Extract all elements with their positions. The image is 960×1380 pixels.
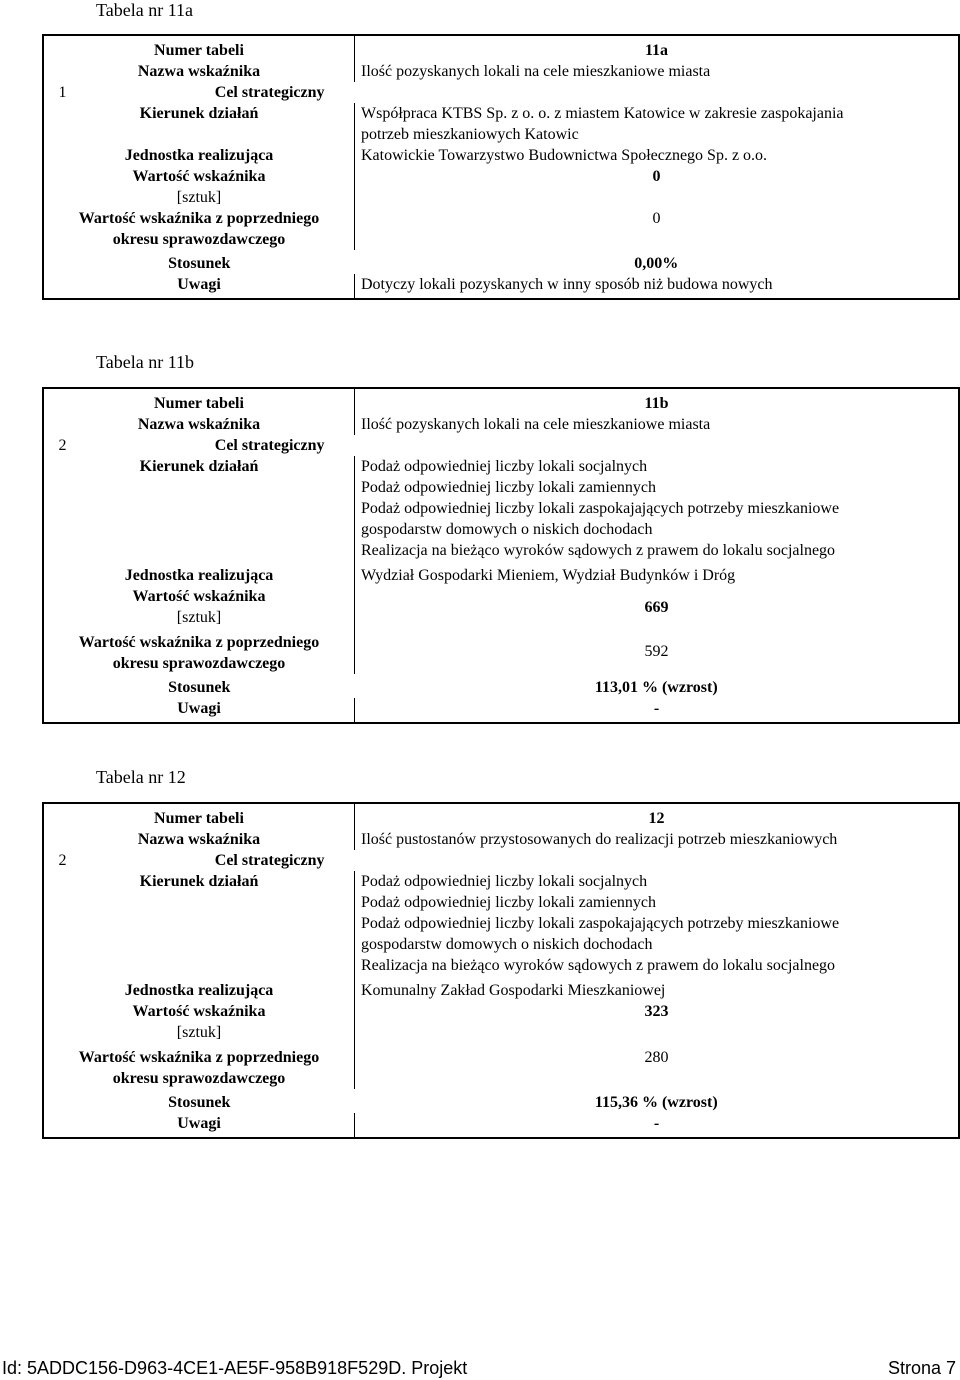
label-stosunek: Stosunek bbox=[168, 255, 231, 272]
value-wartosc-poprzednia: 280 bbox=[355, 1043, 960, 1089]
label-stosunek: Stosunek bbox=[168, 679, 231, 696]
value-wartosc-wskaznika: 669 bbox=[355, 586, 960, 628]
label-nazwa-wskaznika: Nazwa wskaźnika bbox=[137, 831, 261, 848]
value-jednostka-realizujaca: Wydział Gospodarki Mieniem, Wydział Budynków i Dróg bbox=[355, 561, 960, 586]
value-cel-strategiczny: 1 bbox=[58, 84, 67, 101]
page-footer bbox=[0, 1356, 960, 1380]
indicator-table-12 bbox=[42, 802, 960, 1139]
indicator-table-11b bbox=[42, 387, 960, 724]
value-cel-strategiczny: 2 bbox=[58, 852, 67, 869]
label-jednostka-realizujaca: Jednostka realizująca bbox=[124, 982, 274, 999]
label-wartosc-poprzednia: Wartość wskaźnika z poprzedniego okresu sprawozdawczego bbox=[78, 634, 320, 672]
label-kierunek-dzialan: Kierunek działań bbox=[139, 458, 259, 475]
page-number: Strona 7 bbox=[887, 1358, 956, 1378]
label-nazwa-wskaznika: Nazwa wskaźnika bbox=[137, 416, 261, 433]
value-uwagi: - bbox=[355, 698, 960, 723]
value-nazwa-wskaznika: Ilość pustostanów przystosowanych do realizacji potrzeb mieszkaniowych bbox=[355, 829, 960, 850]
label-cel-strategiczny: Cel strategiczny bbox=[214, 437, 325, 454]
label-wartosc-poprzednia: Wartość wskaźnika z poprzedniego okresu sprawozdawczego bbox=[78, 210, 320, 248]
label-kierunek-dzialan: Kierunek działań bbox=[139, 105, 259, 122]
value-wartosc-wskaznika: 0 bbox=[355, 166, 960, 208]
value-numer-tabeli: 12 bbox=[355, 803, 960, 829]
value-wartosc-poprzednia: 592 bbox=[355, 628, 960, 674]
label-nazwa-wskaznika: Nazwa wskaźnika bbox=[137, 63, 261, 80]
value-numer-tabeli: 11a bbox=[355, 35, 960, 61]
value-kierunek-dzialan bbox=[355, 456, 960, 561]
value-stosunek: 115,36 % (wzrost) bbox=[594, 1094, 718, 1111]
value-uwagi: - bbox=[355, 1113, 960, 1138]
kierunek-line: Podaż odpowiedniej liczby lokali socjalnych bbox=[361, 873, 648, 890]
value-kierunek-dzialan bbox=[355, 103, 960, 145]
label-numer-tabeli: Numer tabeli bbox=[154, 395, 244, 412]
label-jednostka-realizujaca: Jednostka realizująca bbox=[124, 147, 274, 164]
table-caption-11b: Tabela nr 11b bbox=[96, 352, 195, 372]
kierunek-line: Podaż odpowiedniej liczby lokali zaspokajających potrzeby mieszkaniowe bbox=[361, 500, 840, 517]
label-cel-strategiczny: Cel strategiczny bbox=[214, 84, 325, 101]
label-jednostka-realizujaca: Jednostka realizująca bbox=[124, 567, 274, 584]
label-numer-tabeli: Numer tabeli bbox=[154, 810, 244, 827]
value-nazwa-wskaznika: Ilość pozyskanych lokali na cele mieszkaniowe miasta bbox=[355, 61, 960, 82]
value-kierunek-dzialan bbox=[355, 871, 960, 976]
value-uwagi: Dotyczy lokali pozyskanych w inny sposób niż budowa nowych bbox=[355, 274, 960, 299]
label-uwagi: Uwagi bbox=[177, 1115, 221, 1132]
label-wartosc-poprzednia: Wartość wskaźnika z poprzedniego okresu sprawozdawczego bbox=[78, 1049, 320, 1087]
label-uwagi: Uwagi bbox=[177, 700, 221, 717]
label-wartosc-wskaznika: Wartość wskaźnika [sztuk] bbox=[132, 588, 266, 626]
kierunek-line: gospodarstw domowych o niskich dochodach bbox=[361, 521, 653, 538]
indicator-table-11a bbox=[42, 34, 960, 300]
value-jednostka-realizujaca: Katowickie Towarzystwo Budownictwa Społecznego Sp. z o.o. bbox=[355, 145, 960, 166]
label-cel-strategiczny: Cel strategiczny bbox=[214, 852, 325, 869]
kierunek-line: gospodarstw domowych o niskich dochodach bbox=[361, 936, 653, 953]
value-wartosc-poprzednia: 0 bbox=[355, 208, 960, 250]
value-cel-strategiczny: 2 bbox=[58, 437, 67, 454]
kierunek-line: Realizacja na bieżąco wyroków sądowych z prawem do lokalu socjalnego bbox=[361, 957, 836, 974]
label-uwagi: Uwagi bbox=[177, 276, 221, 293]
kierunek-line: Podaż odpowiedniej liczby lokali zamiennych bbox=[361, 479, 657, 496]
kierunek-line: Podaż odpowiedniej liczby lokali socjalnych bbox=[361, 458, 648, 475]
kierunek-line: Współpraca KTBS Sp. z o. o. z miastem Katowice w zakresie zaspokajania bbox=[361, 105, 844, 122]
value-nazwa-wskaznika: Ilość pozyskanych lokali na cele mieszkaniowe miasta bbox=[355, 414, 960, 435]
table-caption-12: Tabela nr 12 bbox=[96, 767, 186, 787]
table-caption-11a: Tabela nr 11a bbox=[96, 0, 194, 20]
kierunek-line: Realizacja na bieżąco wyroków sądowych z prawem do lokalu socjalnego bbox=[361, 542, 836, 559]
kierunek-line: Podaż odpowiedniej liczby lokali zaspokajających potrzeby mieszkaniowe bbox=[361, 915, 840, 932]
label-stosunek: Stosunek bbox=[168, 1094, 231, 1111]
value-jednostka-realizujaca: Komunalny Zakład Gospodarki Mieszkaniowej bbox=[355, 976, 960, 1001]
document-id: Id: 5ADDC156-D963-4CE1-AE5F-958B918F529D. Projekt bbox=[2, 1358, 468, 1378]
value-wartosc-wskaznika: 323 bbox=[355, 1001, 960, 1043]
kierunek-line: potrzeb mieszkaniowych Katowic bbox=[361, 126, 579, 143]
label-kierunek-dzialan: Kierunek działań bbox=[139, 873, 259, 890]
value-stosunek: 0,00% bbox=[634, 255, 679, 272]
value-numer-tabeli: 11b bbox=[355, 388, 960, 414]
value-stosunek: 113,01 % (wzrost) bbox=[594, 679, 718, 696]
label-numer-tabeli: Numer tabeli bbox=[154, 42, 244, 59]
label-wartosc-wskaznika: Wartość wskaźnika [sztuk] bbox=[132, 168, 266, 206]
label-wartosc-wskaznika: Wartość wskaźnika [sztuk] bbox=[132, 1003, 266, 1041]
kierunek-line: Podaż odpowiedniej liczby lokali zamiennych bbox=[361, 894, 657, 911]
